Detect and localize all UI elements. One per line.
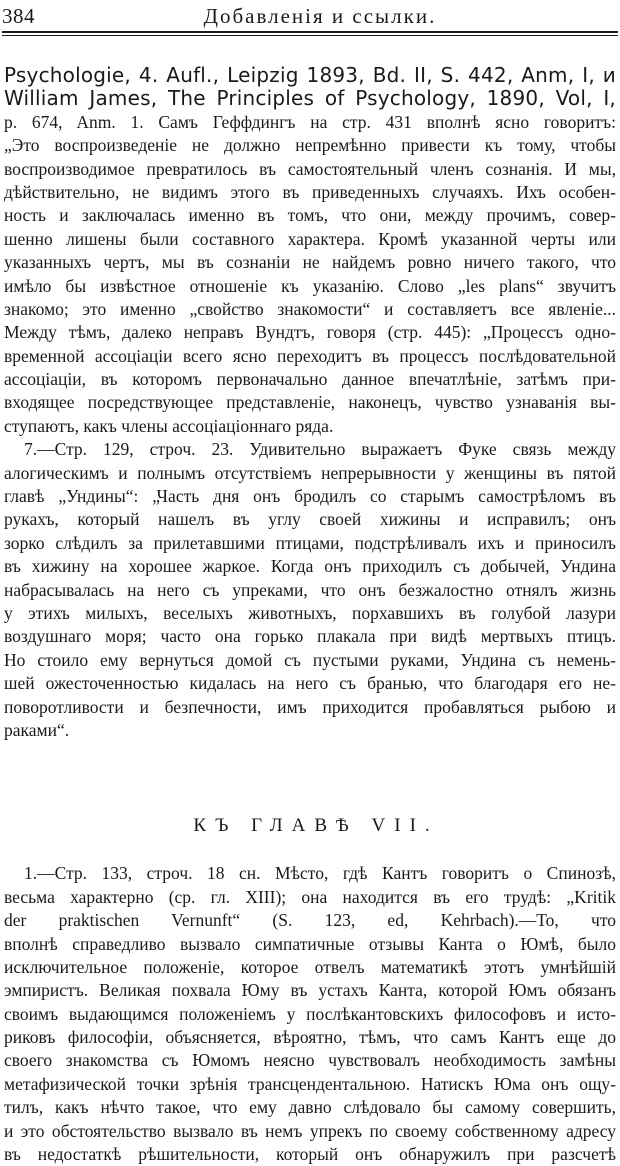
text-line: ассоціаціи, въ которомъ первоначально данное впечатлѣніе, затѣмъ при- [4, 369, 616, 390]
page-number: 384 [2, 4, 35, 28]
text-line: шенно лишены были составного характера. Кромѣ указанной черты или [4, 228, 616, 249]
text-line: Psychologie, 4. Aufl., Leipzig 1893, Bd. II, S. 442, Anm, I, и [4, 64, 616, 87]
text-line: воздушнаго моря; часто она горько плакала при видѣ мертвыхъ птицъ. [4, 626, 616, 647]
text-line: своего знакомства съ Юмомъ неясно чувствовалъ необходимость замѣны [4, 1050, 616, 1071]
section-gap [4, 846, 616, 862]
text-line: Но стоило ему вернуться домой съ пустыми руками, Ундина съ немень- [4, 649, 616, 670]
note-continuation [4, 64, 616, 438]
text-line: ность и заключалась именно въ томъ, что они, между прочимъ, совер- [4, 205, 616, 226]
text-line: исключительное положеніе, которое отвелъ математикѣ этотъ умнѣйшій [4, 956, 616, 977]
header-rule-thick [2, 31, 618, 33]
text-line: тилъ, какъ нѣчто такое, что ему давно слѣдовало бы самому совершить, [4, 1097, 616, 1118]
text-line: воспроизводимое превратилось въ самостоятельный членъ сознанія. И мы, [4, 158, 616, 179]
text-line: вполнѣ справедливо вызвало симпатичные отзывы Канта о Юмѣ, было [4, 933, 616, 954]
page-header [0, 4, 620, 30]
text-line: своимъ выдающимся положеніемъ у послѣкантовскихъ философовъ и исто- [4, 1003, 616, 1024]
text-line: метафизической точки зрѣнія трансцендентальною. Натискъ Юма онъ ощу- [4, 1073, 616, 1094]
text-line: рукахъ, который нашелъ въ углу своей хижины и исправилъ; онъ [4, 509, 616, 530]
text-line: имѣло бы извѣстное отношеніе къ указанію. Слово „les plans“ звучитъ [4, 275, 616, 296]
text-line: входящее посредствующее представленіе, наконецъ, чувство узнаванія вы- [4, 392, 616, 413]
text-line: поворотливости и безпечности, имъ приходится пробавляться рыбою и [4, 696, 616, 717]
text-line: Между тѣмъ, далеко неправъ Вундтъ, говоря (стр. 445): „Процессъ одно- [4, 322, 616, 343]
text-line: 1.—Стр. 133, строч. 18 сн. Мѣсто, гдѣ Кантъ говоритъ о Спинозѣ, [24, 863, 616, 884]
text-line: 7.—Стр. 129, строч. 23. Удивительно выражаетъ Фуке связь между [24, 439, 616, 460]
text-line: зорко слѣдилъ за прилетавшими птицами, подстрѣливалъ ихъ и приносилъ [4, 532, 616, 553]
text-line: у этихъ милыхъ, веселыхъ животныхъ, порхавшихъ въ голубой лазури [4, 602, 616, 623]
text-line: дѣйствительно, не видимъ этого въ приведенныхъ случаяхъ. Ихъ особен- [4, 181, 616, 202]
text-line: „Это воспроизведеніе не должно непремѣнно привести къ тому, чтобы [4, 135, 616, 156]
text-line: весьма характерно (ср. гл. XIII); она находится въ его трудѣ: „Kritik [4, 886, 616, 907]
section-gap [4, 742, 616, 806]
text-line: эмпиристъ. Великая похвала Юму въ устахъ Канта, которой Юмъ обязанъ [4, 980, 616, 1001]
text-line: указанныхъ чертъ, мы въ сознаніи не найдемъ ровно ничего такого, что [4, 252, 616, 273]
text-line: въ хижину на хорошее жаркое. Когда онъ приходилъ съ добычей, Ундина [4, 556, 616, 577]
note-7 [4, 438, 616, 742]
text-line: набрасывалась на него съ упреками, что онъ безжалостно отнялъ жизнь [4, 579, 616, 600]
text-line: раками“. [4, 719, 70, 740]
text-line: William James, The Principles of Psychology, 1890, Vol, I, [4, 87, 616, 111]
text-line: der praktischen Vernunft“ (S. 123, ed, Kehrbach).—То, что [4, 910, 616, 931]
text-line: и это обстоятельство вызвало въ немъ упрекъ по своему собственному адресу [4, 1120, 616, 1141]
chapter-heading: КЪ ГЛАВѢ VII. [193, 815, 439, 837]
text-line: ступаютъ, какъ члены ассоціаціоннаго ряда. [4, 415, 334, 436]
text-line: въ недостаткѣ рѣшительности, который онъ обнаружилъ при разсчетѣ [4, 1144, 616, 1165]
text-line: временной ассоціаціи всего ясно переходитъ въ процессъ послѣдовательной [4, 345, 616, 366]
text-line: риковъ философіи, объясняется, вѣроятно, тѣмъ, что самъ Кантъ еще до [4, 1027, 616, 1048]
text-line: p. 674, Anm. 1. Самъ Геффдингъ на стр. 431 вполнѣ ясно говоритъ: [4, 111, 616, 132]
text-line: главѣ „Ундины“: „Часть дня онъ бродилъ со старымъ самострѣломъ въ [4, 486, 616, 507]
note-1 [4, 862, 616, 1166]
text-line: знакомо; это именно „свойство знакомости“ и составляетъ все явленіе... [4, 298, 616, 319]
text-line: алогическимъ и полнымъ отсутствіемъ непрерывности у женщины въ пятой [4, 462, 616, 483]
text-line: шей ожесточенностью кидалась на него съ бранью, что благодаря его не- [4, 673, 616, 694]
page-body [4, 64, 616, 1166]
header-rule-thin [2, 35, 618, 36]
running-title: Добавленія и ссылки. [203, 4, 437, 28]
